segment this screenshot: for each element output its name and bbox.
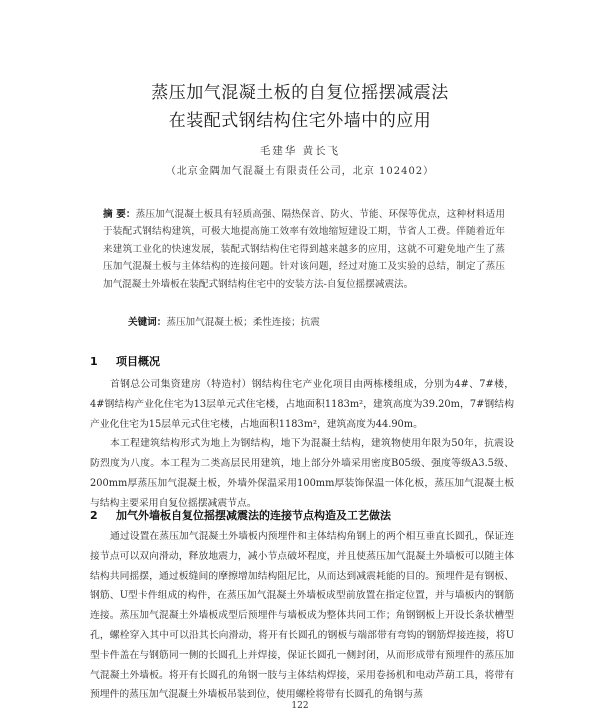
section-number: 1: [90, 355, 98, 368]
section-2-body: [90, 527, 514, 705]
page-number: 122: [291, 701, 309, 711]
section-1-body: [90, 375, 514, 514]
abstract: [103, 206, 505, 293]
title-line-2: 在装配式钢结构住宅外墙中的应用: [168, 111, 432, 131]
keywords-label: 关键词：: [128, 317, 167, 328]
keywords-text: 蒸压加气混凝土板；柔性连接；抗震: [166, 317, 320, 328]
paragraph: 本工程建筑结构形式为地上为钢结构，地下为混凝土结构，建筑物使用年限为50年，抗震设防烈度为八度。本工程为二类高层民用建筑，地上部分外墙采用密度B05级、强度等级A3.5级、200mm厚蒸压加气混凝土板，外墙外保温采用100mm厚装饰保温一体化板，蒸压加气混凝土板与结构主要采用自复位摇摆减震节点。: [90, 438, 514, 509]
section-heading-1: [90, 353, 160, 369]
abstract-text: 蒸压加气混凝土板具有轻质高强、隔热保音、防火、节能、环保等优点，这种材料适用于装配式钢结构建筑，可极大地提高施工效率有效地缩短建设工期，节省人工费。伴随着近年来建筑工业化的快速发展，装配式钢结构住宅得到越来越多的应用，这就不可避免地产生了蒸压加气混凝土板与主体结构的连接问题。针对该问题，经过对施工及实验的总结，制定了蒸压加气混凝土外墙板在装配式钢结构住宅中的安装方法-自复位摇摆减震法。: [103, 209, 505, 290]
paragraph: 首钢总公司集资建房（特造村）钢结构住宅产业化项目由两栋楼组成，分别为4#、7#楼，4#钢结构产业化住宅为13层单元式住宅楼，占地面积1183m²，建筑高度为39.20m，7#钢结构产业化住宅为15层单元式住宅楼，占地面积1183m²，建筑高度为44.90m。: [90, 379, 514, 430]
section-title: 项目概况: [116, 355, 160, 368]
paragraph: 通过设置在蒸压加气混凝土外墙板内预埋件和主体结构角钢上的两个相互垂直长圆孔，保证连接节点可以双向滑动，释放地震力，减小节点破坏程度，并且使蒸压加气混凝土外墙板可以随主体结构共同摇摆，通过板缝间的摩擦增加结构阻尼比，从而达到减震耗能的目的。预埋件是有钢板、钢筋、U型卡件组成的构件，在蒸压加气混凝土外墙板成型前放置在指定位置，并与墙板内的钢筋连接。蒸压加气混凝土外墙板成型后预埋件与墙板成为整体共同工作；角钢钢板上开设长条状槽型孔，螺栓穿入其中可以沿其长向滑动，将开有长圆孔的钢板与端部带有弯钩的钢筋焊接连接，将U型卡件盖在与钢筋同一侧的长圆孔上并焊接，保证长圆孔一侧封闭，从而形成带有预埋件的蒸压加气混凝土外墙板。将开有长圆孔的角钢一肢与主体结构焊接，采用卷扬机和电动芦葫工具，将带有预埋件的蒸压加气混凝土外墙板吊装到位，使用螺栓将带有长圆孔的角钢与蒸: [90, 531, 514, 701]
title-line-1: 蒸压加气混凝土板的自复位摇摆减震法: [151, 83, 449, 103]
affiliation: （北京金隅加气混凝土有限责任公司，北京 102402）: [165, 166, 435, 177]
abstract-label: 摘 要：: [103, 209, 136, 220]
section-title: 加气外墙板自复位摇摆减震法的连接节点构造及工艺做法: [116, 509, 391, 522]
keywords: [128, 314, 508, 328]
section-heading-2: [90, 507, 391, 523]
section-number: 2: [90, 509, 98, 522]
authors: 毛建华 黄长飞: [259, 145, 341, 157]
